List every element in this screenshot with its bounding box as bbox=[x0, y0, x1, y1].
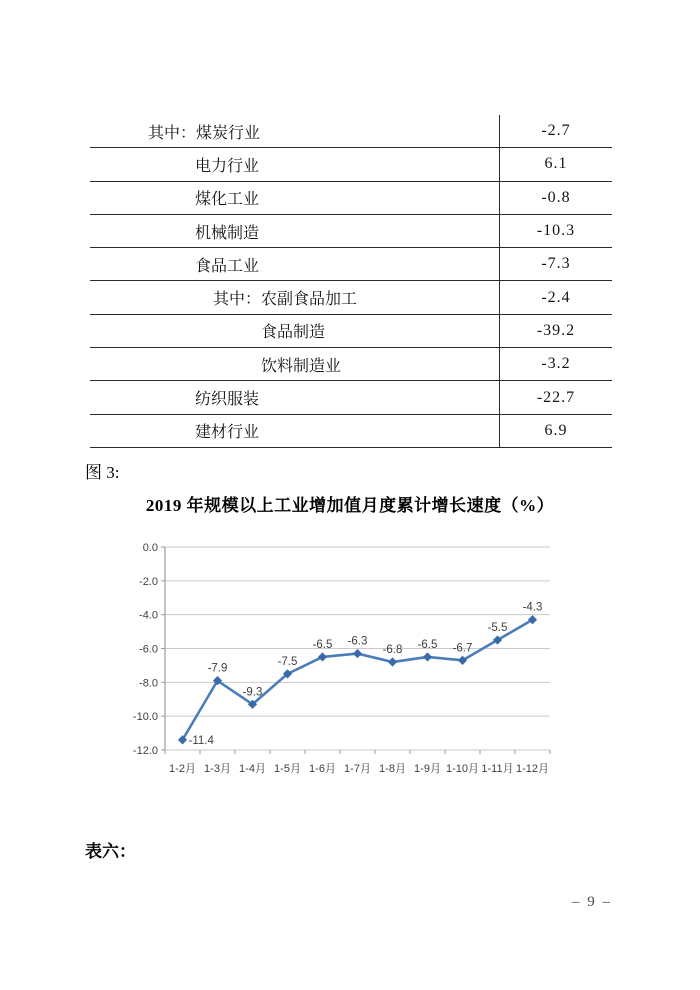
data-label: -7.5 bbox=[277, 655, 298, 668]
x-axis-category-label: 1-6月 bbox=[309, 763, 336, 775]
data-point-marker bbox=[353, 649, 362, 658]
x-axis-category-label: 1-10月 bbox=[445, 763, 480, 775]
x-axis-category-label: 1-3月 bbox=[204, 763, 231, 775]
data-point-marker bbox=[318, 652, 327, 661]
x-axis-category-label: 1-4月 bbox=[239, 763, 266, 775]
table-row bbox=[90, 248, 612, 281]
data-label: -4.3 bbox=[522, 601, 543, 614]
table-row bbox=[90, 348, 612, 381]
table-row bbox=[90, 281, 612, 314]
industry-value-cell: -3.2 bbox=[500, 348, 613, 381]
table-row bbox=[90, 314, 612, 347]
table-row bbox=[90, 214, 612, 247]
industry-value-cell: -7.3 bbox=[500, 248, 613, 281]
y-axis-tick-label: -2.0 bbox=[139, 575, 158, 588]
table-6-label: 表六： bbox=[85, 842, 136, 861]
industry-table-body bbox=[90, 115, 612, 447]
data-label: -6.8 bbox=[382, 644, 403, 657]
industry-label-cell: 其中：煤炭行业 bbox=[90, 115, 500, 148]
industry-label-cell: 煤化工业 bbox=[90, 181, 500, 214]
industry-label-cell: 电力行业 bbox=[90, 148, 500, 181]
industry-value-cell: -10.3 bbox=[500, 214, 613, 247]
y-axis-tick-label: -8.0 bbox=[139, 677, 158, 690]
x-axis-category-label: 1-5月 bbox=[274, 763, 301, 775]
y-axis-tick-label: -6.0 bbox=[139, 643, 158, 656]
industry-label-cell: 其中：农副食品加工 bbox=[90, 281, 500, 314]
y-axis-tick-label: 0.0 bbox=[142, 542, 158, 554]
data-label: -6.3 bbox=[347, 635, 368, 648]
x-axis-category-label: 1-7月 bbox=[344, 763, 371, 775]
x-axis-category-label: 1-8月 bbox=[379, 763, 406, 775]
industry-value-cell: -39.2 bbox=[500, 314, 613, 347]
industry-value-cell: -2.7 bbox=[500, 115, 613, 148]
table-row bbox=[90, 181, 612, 214]
y-axis-tick-label: -4.0 bbox=[139, 609, 158, 622]
industry-value-cell: 6.9 bbox=[500, 414, 613, 447]
table-row bbox=[90, 148, 612, 181]
data-label: -6.5 bbox=[312, 638, 333, 651]
table-row bbox=[90, 414, 612, 447]
industry-label-cell: 建材行业 bbox=[90, 414, 500, 447]
data-point-marker bbox=[388, 657, 397, 666]
industry-value-cell: -22.7 bbox=[500, 381, 613, 414]
x-axis-category-label: 1-2月 bbox=[169, 763, 196, 775]
industry-label-cell: 食品制造 bbox=[90, 314, 500, 347]
page-number: – 9 – bbox=[572, 894, 612, 910]
industry-label-cell: 机械制造 bbox=[90, 214, 500, 247]
industry-label-cell: 纺织服装 bbox=[90, 381, 500, 414]
table-row bbox=[90, 381, 612, 414]
data-label: -6.5 bbox=[417, 638, 438, 651]
industry-value-cell: -0.8 bbox=[500, 181, 613, 214]
data-label: -9.3 bbox=[242, 686, 263, 699]
x-axis-category-label: 1-11月 bbox=[481, 763, 514, 775]
y-axis-tick-label: -10.0 bbox=[132, 711, 158, 724]
industry-value-cell: 6.1 bbox=[500, 148, 613, 181]
data-label: -7.9 bbox=[207, 662, 228, 675]
x-axis-category-label: 1-12月 bbox=[515, 763, 550, 775]
data-label: -6.7 bbox=[452, 642, 473, 655]
figure-3-label: 图 3: bbox=[85, 463, 120, 482]
data-point-marker bbox=[423, 652, 432, 661]
chart-title: 2019 年规模以上工业增加值月度累计增长速度（%） bbox=[145, 496, 555, 515]
x-axis-category-label: 1-9月 bbox=[414, 763, 441, 775]
table-row bbox=[90, 115, 612, 148]
data-label: -5.5 bbox=[487, 622, 508, 635]
industry-label-cell: 食品工业 bbox=[90, 248, 500, 281]
industry-growth-table bbox=[90, 115, 612, 448]
line-chart bbox=[120, 535, 565, 785]
industry-value-cell: -2.4 bbox=[500, 281, 613, 314]
data-label: -11.4 bbox=[188, 734, 214, 747]
y-axis-tick-label: -12.0 bbox=[132, 745, 158, 757]
industry-label-cell: 饮料制造业 bbox=[90, 348, 500, 381]
